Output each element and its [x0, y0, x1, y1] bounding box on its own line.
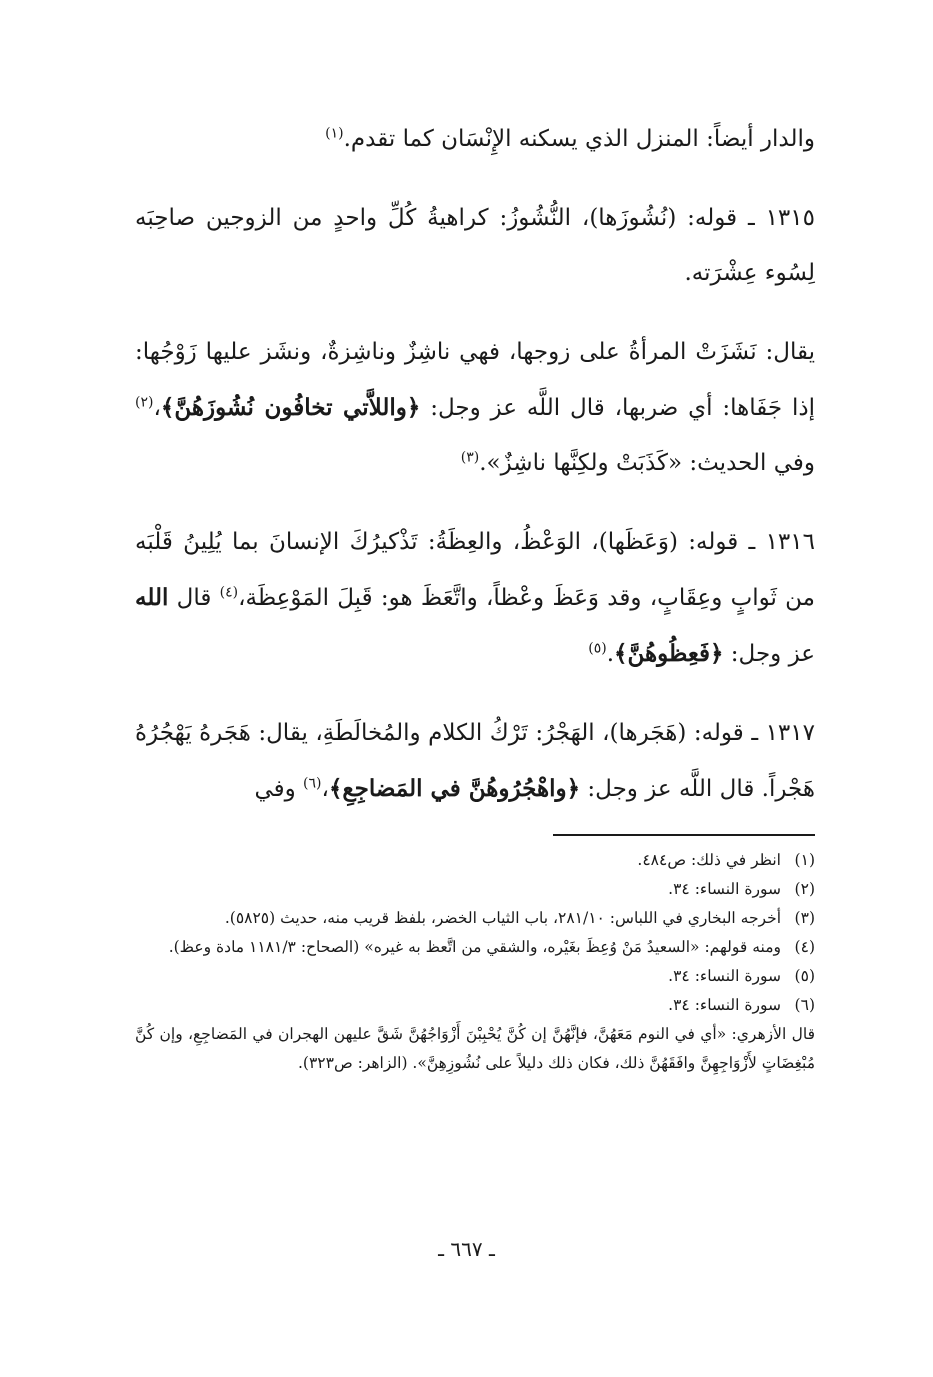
- footnote-item: [135, 991, 815, 1020]
- paragraph-text: وفي الحديث: «كَذَبَتْ ولكِنَّها ناشِزٌ».: [479, 450, 815, 476]
- footnote-number: (٥): [794, 967, 815, 985]
- quran-quote: ﴿واللاَّتي تخافُون نُشُوزَهُنَّ﴾: [160, 394, 421, 421]
- main-text: [135, 112, 815, 817]
- quran-quote: ﴿واهْجُرُوهُنَّ في المَضاجِعِ﴾: [328, 775, 581, 802]
- footnote-number: (٤): [794, 938, 815, 956]
- footnote-ref[interactable]: (١): [325, 125, 344, 142]
- quran-quote: ﴿فَعِظُوهُنَّ﴾: [614, 640, 724, 667]
- footnote-ref[interactable]: (٣): [460, 449, 480, 466]
- footnote-number: (٣): [794, 909, 815, 927]
- punctuation: .: [606, 641, 615, 667]
- footnote-separator: [553, 834, 815, 836]
- footnotes: [135, 846, 815, 1078]
- footnote-text: ومنه قولهم: «السعيدُ مَنْ وُعِظَ بغَيْره، والشقي من اتَّعظ به غيره» (الصحاح: ١١٨١/٣ مادة وعظ).: [168, 938, 781, 956]
- footnote-number: (٢): [794, 880, 815, 898]
- punctuation: ،: [153, 395, 161, 421]
- paragraph-entry-1316: [135, 515, 815, 682]
- footnote-text: سورة النساء: ٣٤.: [668, 967, 781, 985]
- footnote-ref[interactable]: (٤): [219, 584, 239, 601]
- footnote-number: (٦): [794, 996, 815, 1014]
- page-number: ـ ٦٦٧ ـ: [438, 1237, 495, 1261]
- paragraph: [135, 112, 815, 167]
- punctuation: ،: [321, 776, 329, 802]
- paragraph-entry-1317: [135, 706, 815, 817]
- footnote-text: انظر في ذلك: ص٤٨٤.: [637, 851, 781, 869]
- footnote-ref[interactable]: (٥): [588, 640, 607, 657]
- paragraph-text: يقال: نَشَزَتْ المرأةُ على زوجها، فهي ناشِزٌ وناشِزةٌ، ونشَز عليها زَوْجُها: إذا جَفَاها: أي ضربها، قال اللَّه عز وجل:: [135, 339, 815, 421]
- paragraph-text: عز وجل:: [723, 641, 815, 667]
- footnote-ref[interactable]: (٢): [135, 394, 154, 411]
- paragraph-text: قال: [168, 585, 220, 611]
- footnote-text: سورة النساء: ٣٤.: [668, 996, 781, 1014]
- paragraph: [135, 325, 815, 491]
- footnote-item: [135, 875, 815, 904]
- paragraph-text: ١٣١٥ ـ قوله: (نُشُوزَها)، النُّشُوزُ: كراهيةُ كُلِّ واحدٍ من الزوجين صاحِبَه لِسُوء عِشْرَته.: [135, 205, 815, 286]
- paragraph-text: والدار أيضاً: المنزل الذي يسكنه الإِنْسَان كما تقدم.: [343, 126, 815, 152]
- footnote-item: [135, 904, 815, 933]
- footnote-item: [135, 933, 815, 962]
- footnote-ref[interactable]: (٦): [303, 775, 322, 792]
- footnote-item: [135, 962, 815, 991]
- footnote-item: [135, 846, 815, 875]
- footnote-continuation: قال الأزهري: «أي في النوم مَعَهُنَّ، فإنَّهُنَّ إن كُنَّ يُحْبِبْنَ أَزْوَاجُهُنَّ شَقَّ عليهن الهجران في المَضاجِعِ، وإن كُنَّ مُبْغِضَاتٍ لأَزْوَاجِهِنَّ وافَقَهُنَّ ذلك، فكان ذلك دليلاً على نُشُوزِهِنَّ». (الزاهر: ص٣٢٣).: [135, 1025, 815, 1072]
- paragraph-text: وفي: [254, 776, 304, 802]
- paragraph-entry-1315: [135, 191, 815, 301]
- divine-name: الله: [135, 584, 169, 611]
- footnote-text: سورة النساء: ٣٤.: [668, 880, 781, 898]
- footnote-text: أخرجه البخاري في اللباس: ٢٨١/١٠، باب الثياب الخضر، بلفظ قريب منه، حديث (٥٨٢٥).: [224, 909, 781, 927]
- paragraph-text: ١٣١٦ ـ قوله: (وَعَظَها)، الوَعْظُ، والعِظَةُ: تَذْكيرُكَ الإنسانَ بما يُلِينُ قَلْبَه من ثَوابٍ وعِقَابٍ، وقد وَعَظَ وعْظاً، واتَّعَظَ هو: قَبِلَ المَوْعِظَة،: [135, 529, 815, 611]
- footnote-number: (١): [794, 851, 815, 869]
- paragraph-text: ١٣١٧ ـ قوله: (هَجَرها)، الهَجْرُ: تَرْكُ الكلام والمُخالَطَةِ، يقال: هَجَرهُ يَهْجُرُهُ هَجْراً. قال اللَّه عز وجل:: [135, 720, 815, 802]
